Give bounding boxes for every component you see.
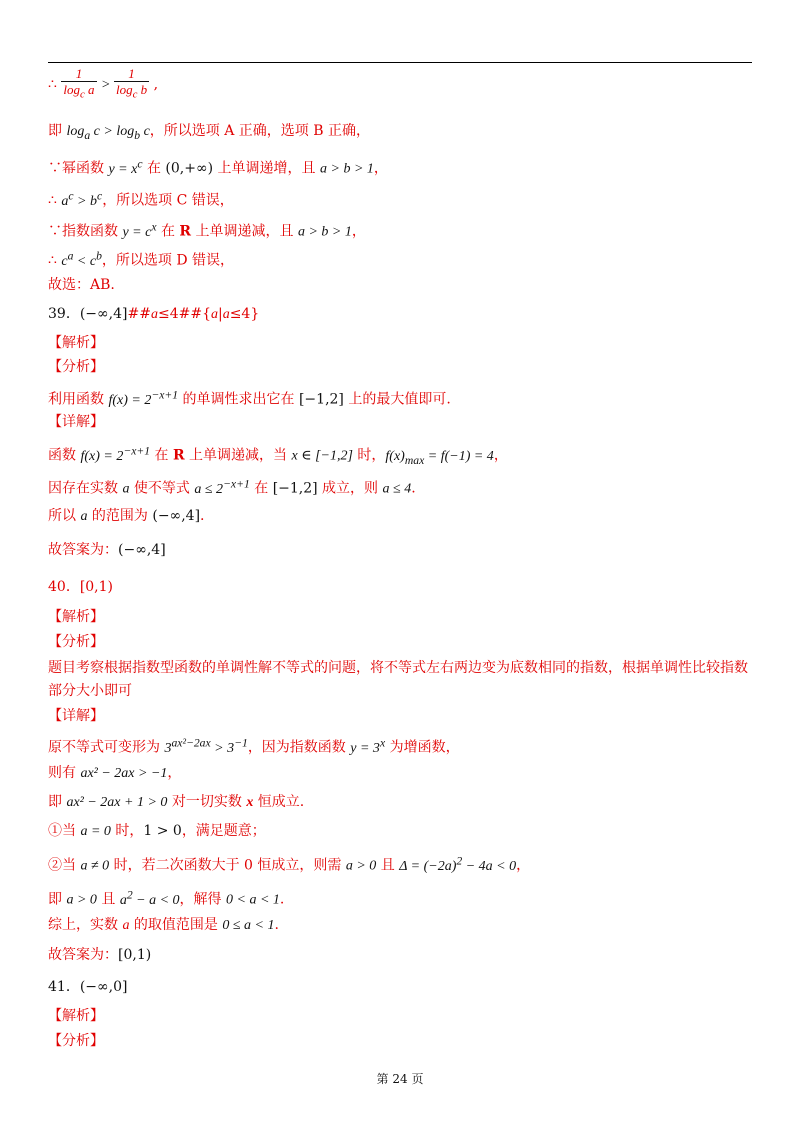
answer-ab: 故选：AB. xyxy=(48,277,115,293)
q40-conclusion: 综上，实数 a 的取值范围是 0 ≤ a < 1. xyxy=(48,917,279,933)
q40-detail-4: 即 a > 0 且 $a^2 - a < 0$，解得 0 < a < 1. xyxy=(48,888,285,908)
option-c-line: ∴ $a^c > b^c$，所以选项 C 错误， xyxy=(48,189,234,209)
q39-jiexi: 【解析】 xyxy=(48,335,104,351)
page-number: 第 24 页 xyxy=(376,1072,424,1086)
q39-detail-2: 因存在实数 a 使不等式 $a \le 2^{-x+1}$ 在 [−1,2] 成立，则 a ≤ 4. xyxy=(48,477,416,497)
option-d-line: ∴ $c^a < c^b$，所以选项 D 错误， xyxy=(48,249,235,269)
q39-fenxi: 【分析】 xyxy=(48,359,104,375)
q39-answer: 故答案为：(−∞,4] xyxy=(48,542,166,558)
q39-detail-1: 函数 $f(x) = 2^{-x+1}$ 在 R 上单调递减，当 x ∈ [−1,2] 时，$f(x)_{max} = f(-1) = 4$， xyxy=(48,444,508,467)
q40-analysis-text: 题目考察根据指数型函数的单调性解不等式的问题，将不等式左右两边变为底数相同的指数，根据单调性比较指数部分大小即可 xyxy=(48,660,748,699)
conclusion-ab-line: 即 $\log_a c > \log_b c$，所以选项 A 正确，选项 B 正确， xyxy=(48,123,370,142)
q40-detail-1: 原不等式可变形为 $3^{ax^2-2ax} > 3^{-1}$，因为指数函数 $y = 3^x$ 为增函数， xyxy=(48,736,460,756)
header-rule xyxy=(48,62,752,63)
q40-case-1: ①当 a = 0 时，1 > 0，满足题意； xyxy=(48,823,266,839)
q39-header: 39．(−∞,4]##a≤4##{a|a≤4} xyxy=(48,306,260,322)
q39-detail-3: 所以 a 的范围为 (−∞,4]. xyxy=(48,508,205,524)
exponential-function-line: ∵指数函数 $y = c^x$ 在 R 上单调递减，且 a > b > 1， xyxy=(48,220,366,240)
q40-fenxi: 【分析】 xyxy=(48,634,104,650)
q40-xiangjie: 【详解】 xyxy=(48,708,104,724)
q40-detail-3: 即 ax² − 2ax + 1 > 0 对一切实数 x 恒成立. xyxy=(48,794,305,810)
q41-header: 41．(−∞,0] xyxy=(48,979,128,995)
q41-jiexi: 【解析】 xyxy=(48,1008,104,1024)
q40-answer: 故答案为：[0,1) xyxy=(48,947,152,963)
q40-header: 40．[0,1) xyxy=(48,579,114,595)
q40-detail-2: 则有 ax² − 2ax > −1， xyxy=(48,765,182,781)
q39-xiangjie: 【详解】 xyxy=(48,414,104,430)
fraction-inequality-line: ∴ $\frac{1}{\log_c a}$ > $\frac{1}{\log_c b}$ , xyxy=(48,66,159,101)
q41-fenxi: 【分析】 xyxy=(48,1033,104,1049)
q40-case-2: ②当 a ≠ 0 时，若二次函数大于 0 恒成立，则需 a > 0 且 $\Delta = (-2a)^2 - 4a < 0$， xyxy=(48,854,531,874)
q40-jiexi: 【解析】 xyxy=(48,609,104,625)
q39-analysis-text: 利用函数 $f(x) = 2^{-x+1}$ 的单调性求出它在 [−1,2] 上的最大值即可. xyxy=(48,388,451,408)
power-function-line: ∵幂函数 $y = x^c$ 在 (0,+∞) 上单调递增，且 a > b > 1， xyxy=(48,157,388,177)
